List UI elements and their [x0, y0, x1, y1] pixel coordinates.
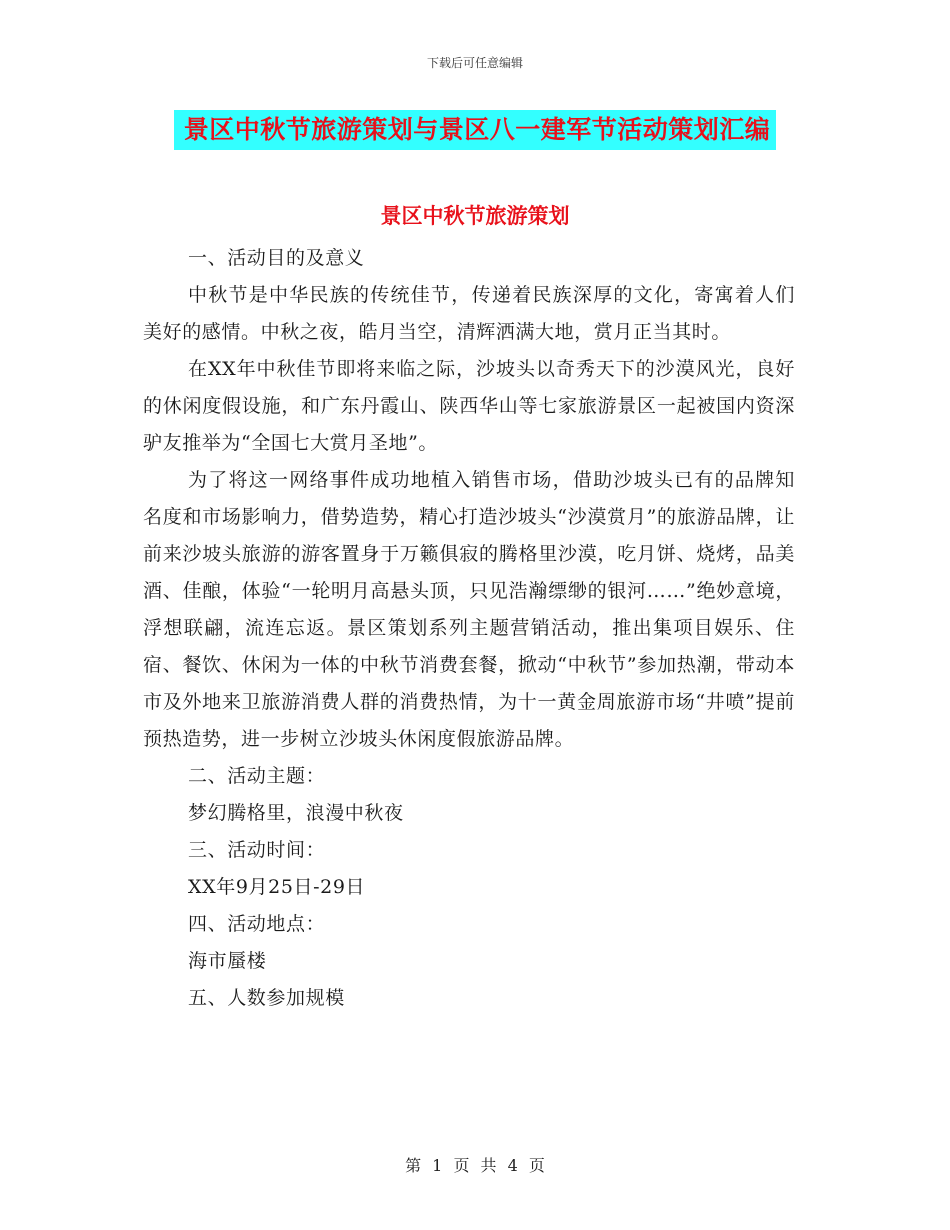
- heading-time: 三、活动时间：: [188, 839, 326, 861]
- paragraph: 中秋节是中华民族的传统佳节，传递着民族深厚的文化，寄寓着人们美好的感情。中秋之夜，皓月当空，清辉洒满大地，赏月正当其时。: [143, 284, 795, 343]
- heading-location: 四、活动地点：: [188, 913, 326, 935]
- main-title-container: [0, 110, 950, 150]
- theme-text: 梦幻腾格里，浪漫中秋夜: [188, 802, 404, 824]
- page-header-note: 下载后可任意编辑: [426, 56, 523, 70]
- time-text: XX年9月25日-29日: [188, 876, 366, 898]
- heading-theme: 二、活动主题：: [188, 765, 326, 787]
- heading-scale: 五、人数参加规模: [188, 987, 345, 1009]
- location-text: 海市蜃楼: [188, 950, 267, 972]
- paragraph: 为了将这一网络事件成功地植入销售市场，借助沙坡头已有的品牌知名度和市场影响力，借势造势，精心打造沙坡头“沙漠赏月”的旅游品牌，让前来沙坡头旅游的游客置身于万籁俱寂的腾格里沙漠，吃月饼、烧烤，品美酒、佳酿，体验“一轮明月高悬头顶，只见浩瀚缥缈的银河……”绝妙意境，浮想联翩，流连忘返。景区策划系列主题营销活动，推出集项目娱乐、住宿、餐饮、休闲为一体的中秋节消费套餐，掀动“中秋节”参加热潮，带动本市及外地来卫旅游消费人群的消费热情，为十一黄金周旅游市场“井喷”提前预热造势，进一步树立沙坡头休闲度假旅游品牌。: [143, 469, 795, 750]
- document-body: [143, 240, 795, 1017]
- paragraph: 在XX年中秋佳节即将来临之际，沙坡头以奇秀天下的沙漠风光，良好的休闲度假设施，和广东丹霞山、陕西华山等七家旅游景区一起被国内资深驴友推举为“全国七大赏月圣地”。: [143, 358, 795, 454]
- page-footer: 第 1 页 共 4 页: [405, 1156, 545, 1175]
- heading-purpose: 一、活动目的及意义: [188, 247, 365, 269]
- main-title: 景区中秋节旅游策划与景区八一建军节活动策划汇编: [174, 110, 777, 150]
- section-title: 景区中秋节旅游策划: [380, 204, 570, 228]
